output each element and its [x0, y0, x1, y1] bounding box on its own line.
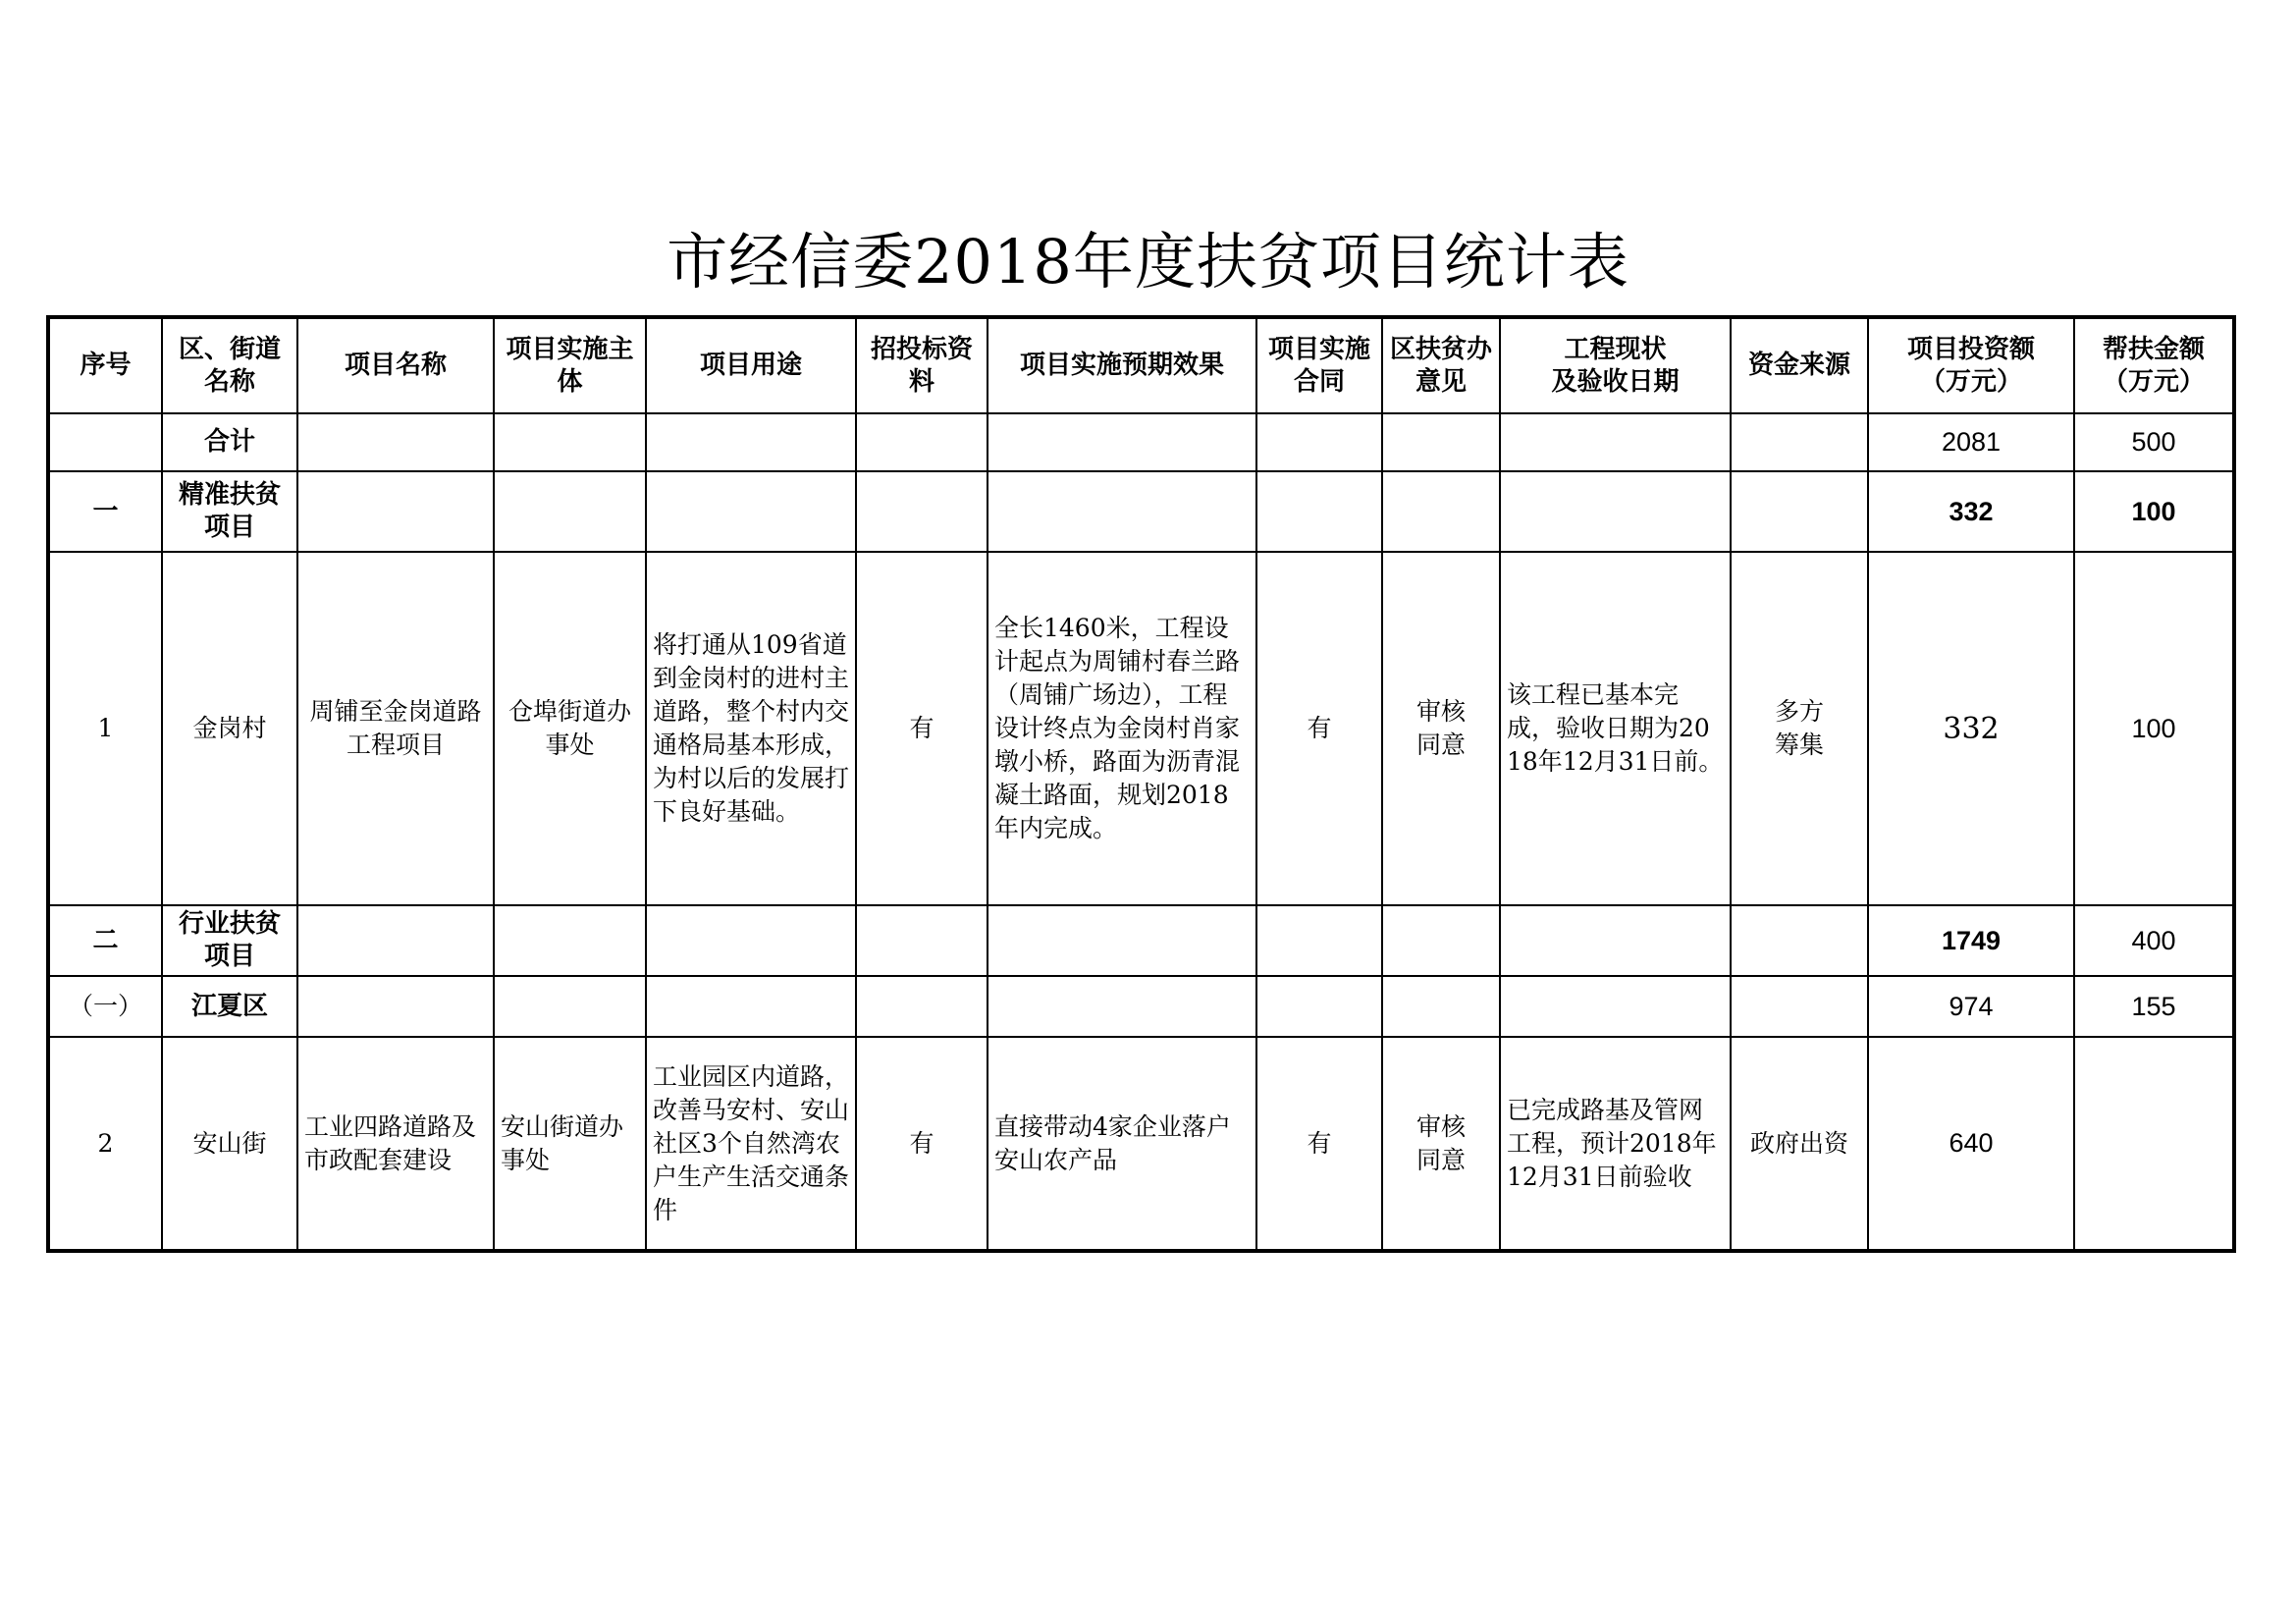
cell-empty — [1382, 471, 1500, 552]
section-number: 一 — [48, 471, 162, 552]
item-bidding: 有 — [856, 1037, 988, 1251]
item-project-name: 工业四路道路及市政配套建设 — [297, 1037, 494, 1251]
total-aid: 500 — [2074, 413, 2234, 471]
cell-empty — [1382, 905, 1500, 976]
cell-empty — [1731, 413, 1868, 471]
section-investment: 332 — [1868, 471, 2074, 552]
col-header-investment: 项目投资额 （万元） — [1868, 317, 2074, 413]
col-header-aid: 帮扶金额 （万元） — [2074, 317, 2234, 413]
cell-empty — [494, 976, 646, 1037]
cell-empty — [1500, 976, 1731, 1037]
cell-empty — [646, 976, 856, 1037]
cell-empty — [856, 976, 988, 1037]
item-aid — [2074, 1037, 2234, 1251]
project-statistics-table — [46, 315, 2236, 1253]
col-header-funding: 资金来源 — [1731, 317, 1868, 413]
section-investment: 1749 — [1868, 905, 2074, 976]
cell-empty — [1256, 976, 1382, 1037]
col-header-project-name: 项目名称 — [297, 317, 494, 413]
cell-empty — [1500, 905, 1731, 976]
cell-empty — [856, 471, 988, 552]
cell-empty — [988, 471, 1256, 552]
item-effect: 直接带动4家企业落户安山农产品 — [988, 1037, 1256, 1251]
section-aid: 400 — [2074, 905, 2234, 976]
page-title: 市经信委2018年度扶贫项目统计表 — [667, 226, 1629, 298]
item-number: 1 — [48, 552, 162, 905]
col-header-bidding: 招投标资料 — [856, 317, 988, 413]
item-project-name: 周铺至金岗道路工程项目 — [297, 552, 494, 905]
total-label: 合计 — [162, 413, 297, 471]
cell-empty — [297, 905, 494, 976]
item-opinion: 审核 同意 — [1382, 552, 1500, 905]
cell-empty — [988, 413, 1256, 471]
item-implementer: 仓埠街道办事处 — [494, 552, 646, 905]
cell-empty — [1500, 471, 1731, 552]
section-number: 二 — [48, 905, 162, 976]
item-status: 该工程已基本完成，验收日期为2018年12月31日前。 — [1500, 552, 1731, 905]
cell-empty — [1731, 905, 1868, 976]
item-purpose: 工业园区内道路，改善马安村、安山社区3个自然湾农户生产生活交通条件 — [646, 1037, 856, 1251]
col-header-implementer: 项目实施主体 — [494, 317, 646, 413]
subsection-row — [48, 976, 2234, 1037]
section-row — [48, 471, 2234, 552]
col-header-number: 序号 — [48, 317, 162, 413]
table-row — [48, 552, 2234, 905]
subsection-number: （一） — [48, 976, 162, 1037]
cell-empty — [494, 471, 646, 552]
item-implementer: 安山街道办事处 — [494, 1037, 646, 1251]
subsection-label: 江夏区 — [162, 976, 297, 1037]
item-number: 2 — [48, 1037, 162, 1251]
section-row — [48, 905, 2234, 976]
item-status: 已完成路基及管网工程，预计2018年12月31日前验收 — [1500, 1037, 1731, 1251]
header-row — [48, 317, 2234, 413]
section-label: 精准扶贫项目 — [162, 471, 297, 552]
item-contract: 有 — [1256, 552, 1382, 905]
cell-empty — [494, 413, 646, 471]
cell-empty — [1256, 905, 1382, 976]
cell-empty — [494, 905, 646, 976]
section-label: 行业扶贫项目 — [162, 905, 297, 976]
item-opinion: 审核 同意 — [1382, 1037, 1500, 1251]
cell-empty — [48, 413, 162, 471]
cell-empty — [856, 413, 988, 471]
col-header-area: 区、街道名称 — [162, 317, 297, 413]
item-aid: 100 — [2074, 552, 2234, 905]
item-area: 金岗村 — [162, 552, 297, 905]
cell-empty — [1731, 976, 1868, 1037]
item-funding: 政府出资 — [1731, 1037, 1868, 1251]
item-funding: 多方 筹集 — [1731, 552, 1868, 905]
cell-empty — [646, 905, 856, 976]
cell-empty — [988, 905, 1256, 976]
total-row — [48, 413, 2234, 471]
item-purpose: 将打通从109省道到金岗村的进村主道路，整个村内交通格局基本形成，为村以后的发展打下良好基础。 — [646, 552, 856, 905]
total-investment: 2081 — [1868, 413, 2074, 471]
col-header-contract: 项目实施合同 — [1256, 317, 1382, 413]
section-aid: 100 — [2074, 471, 2234, 552]
item-bidding: 有 — [856, 552, 988, 905]
subsection-investment: 974 — [1868, 976, 2074, 1037]
col-header-opinion: 区扶贫办意见 — [1382, 317, 1500, 413]
cell-empty — [988, 976, 1256, 1037]
cell-empty — [1731, 471, 1868, 552]
col-header-purpose: 项目用途 — [646, 317, 856, 413]
item-contract: 有 — [1256, 1037, 1382, 1251]
cell-empty — [1500, 413, 1731, 471]
cell-empty — [297, 413, 494, 471]
cell-empty — [646, 471, 856, 552]
item-investment: 640 — [1868, 1037, 2074, 1251]
cell-empty — [1256, 471, 1382, 552]
cell-empty — [646, 413, 856, 471]
item-effect: 全长1460米，工程设计起点为周铺村春兰路（周铺广场边），工程设计终点为金岗村肖家墩小桥，路面为沥青混凝土路面，规划2018年内完成。 — [988, 552, 1256, 905]
cell-empty — [1256, 413, 1382, 471]
subsection-aid: 155 — [2074, 976, 2234, 1037]
cell-empty — [1382, 976, 1500, 1037]
item-area: 安山街 — [162, 1037, 297, 1251]
col-header-effect: 项目实施预期效果 — [988, 317, 1256, 413]
item-investment: 332 — [1868, 552, 2074, 905]
cell-empty — [297, 976, 494, 1037]
table-row — [48, 1037, 2234, 1251]
cell-empty — [856, 905, 988, 976]
cell-empty — [297, 471, 494, 552]
cell-empty — [1382, 413, 1500, 471]
col-header-status: 工程现状 及验收日期 — [1500, 317, 1731, 413]
